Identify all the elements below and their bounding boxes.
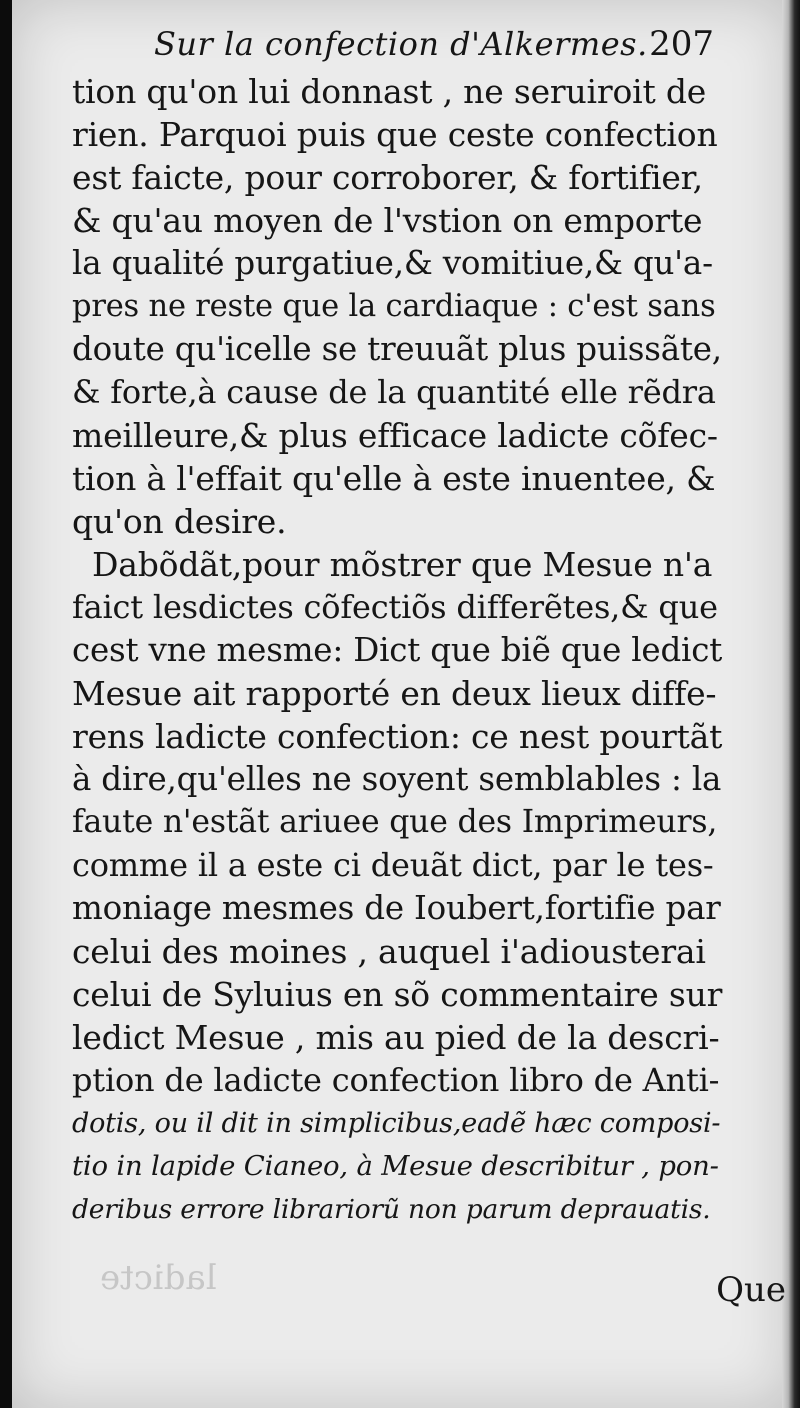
text-line: à dire,qu'elles ne soyent semblables : la [72, 760, 722, 798]
latin-quote-line: deribus errore librariorũ non parum deprauatis. [72, 1194, 711, 1225]
catchword: Que [716, 1270, 786, 1310]
text-line: cest vne mesme: Dict que biẽ que ledict [72, 631, 723, 669]
page-text [72, 18, 722, 1231]
text-line: tion qu'on lui donnast , ne seruiroit de [72, 72, 707, 111]
latin-quote-line: tio in lapide Cianeo, à Mesue describitur , pon- [72, 1150, 719, 1182]
running-head [72, 18, 722, 70]
text-line: pres ne reste que la cardiaque : c'est sans [72, 289, 716, 324]
text-line: celui de Syluius en sõ commentaire sur [72, 975, 723, 1014]
text-line: faict lesdictes cõfectiõs differẽtes,& que [72, 588, 718, 626]
text-line: ledict Mesue , mis au pied de la descri- [72, 1018, 720, 1057]
text-line: & qu'au moyen de l'vstion on emporte [72, 201, 703, 240]
text-line: tion à l'effait qu'elle à este inuentee, & [72, 459, 716, 498]
latin-quote-line: dotis, ou il dit in simplicibus,eadẽ hæc composi- [72, 1108, 721, 1139]
text-line: doute qu'icelle se treuuãt plus puissãte, [72, 330, 722, 368]
text-line: celui des moines , auquel i'adiousterai [72, 932, 706, 971]
running-head-title: Sur la confection d'Alkermes. [154, 25, 648, 63]
page-number: 207 [649, 24, 714, 64]
text-line: & forte,à cause de la quantité elle rẽdra [72, 373, 716, 411]
text-line: rien. Parquoi puis que ceste confection [72, 115, 718, 154]
paragraph-start-line: Dabõdãt,pour mõstrer que Mesue n'a [92, 545, 713, 584]
page-edge-shadow [782, 0, 800, 1408]
show-through-text: ladicte [100, 1258, 217, 1298]
text-line: Mesue ait rapporté en deux lieux diffe- [72, 674, 717, 713]
text-line: faute n'estãt ariuee que des Imprimeurs, [72, 804, 718, 840]
text-line: la qualité purgatiue,& vomitiue,& qu'a- [72, 244, 713, 282]
text-line: comme il a este ci deuãt dict, par le tes- [72, 846, 714, 884]
text-line: est faicte, pour corroborer, & fortifier, [72, 158, 703, 197]
text-line: moniage mesmes de Ioubert,fortifie par [72, 889, 721, 927]
text-line: meilleure,& plus efficace ladicte cõfec- [72, 416, 718, 455]
text-line: qu'on desire. [72, 502, 287, 541]
text-line: rens ladicte confection: ce nest pourtãt [72, 717, 723, 756]
text-line: ption de ladicte confection libro de Anti- [72, 1061, 720, 1099]
